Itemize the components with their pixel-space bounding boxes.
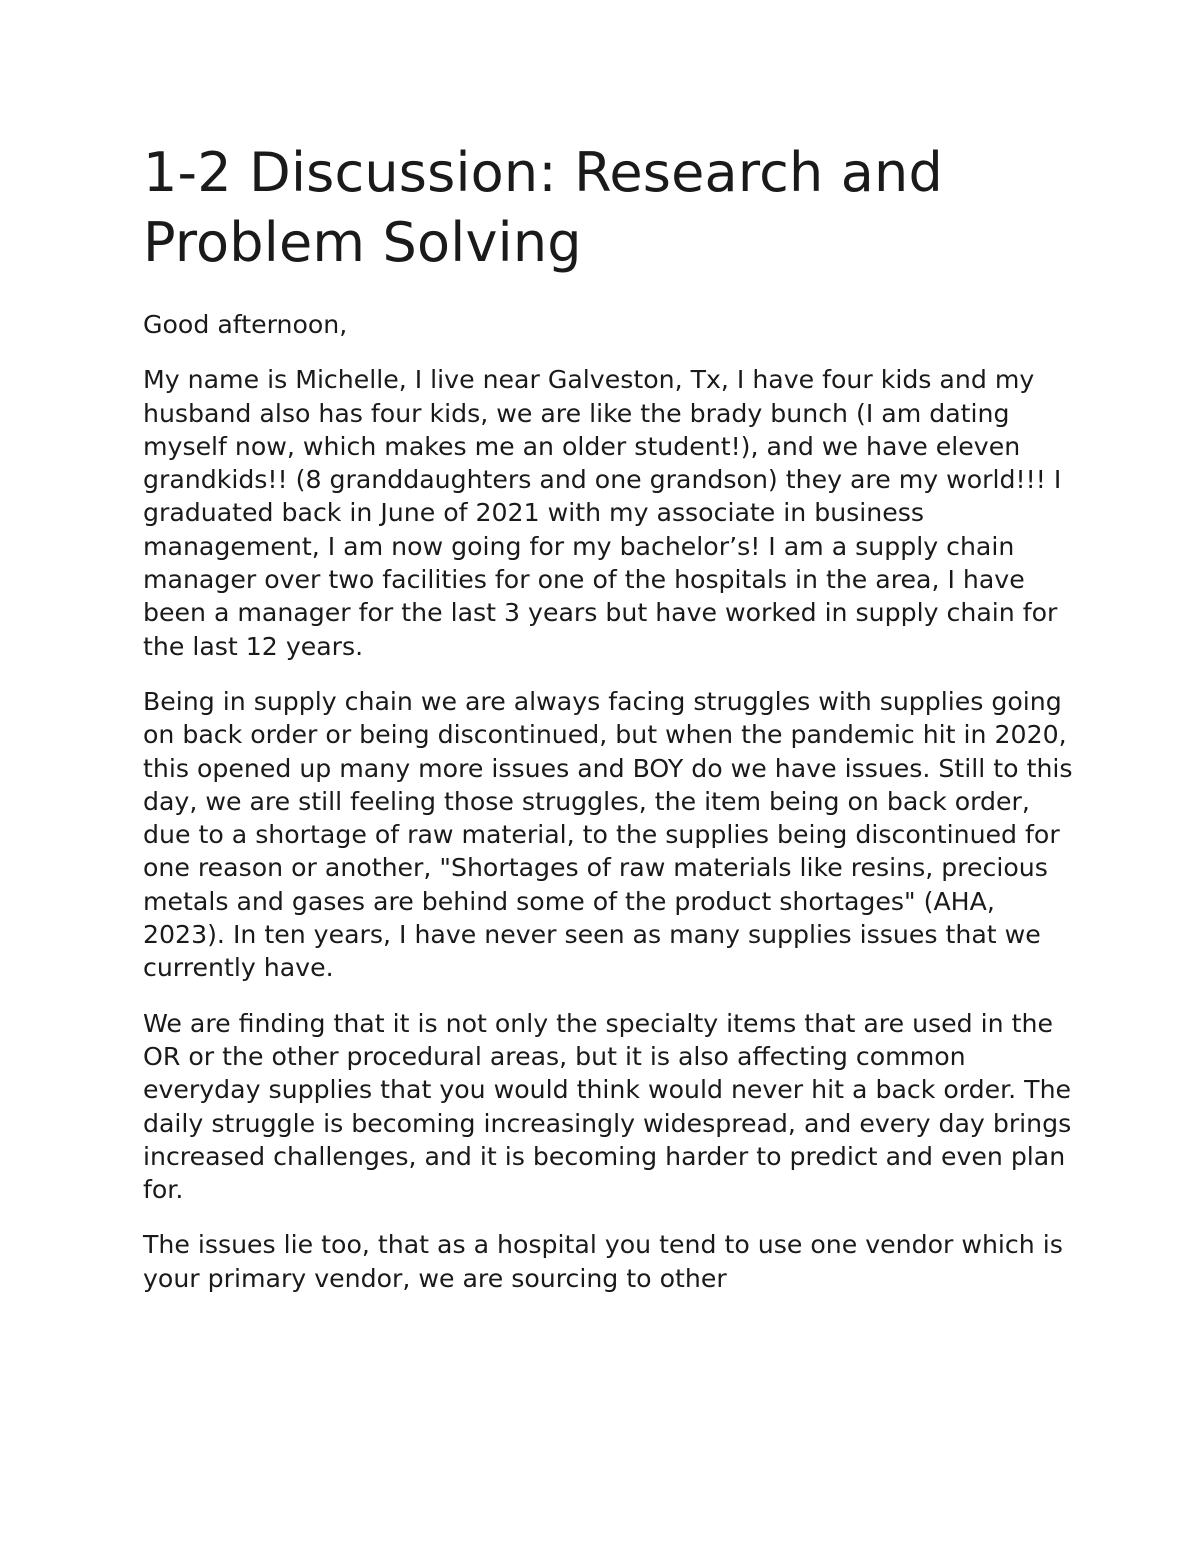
paragraph-supply-chain-struggles: Being in supply chain we are always facing struggles with supplies going on back order or being discontinued, but when the pandemic hit in 2020, this opened up many more issues and BOY do we have issues. Still to this day, we are still feeling those struggles, the item being on back order, due to a shortage of raw material, to the supplies being discontinued for one reason or another, "Shortages of raw materials like resins, precious metals and gases are behind some of the product shortages" (AHA, 2023). In ten years, I have never seen as many supplies issues that we currently have. — [143, 686, 1073, 983]
paragraph-introduction: My name is Michelle, I live near Galveston, Tx, I have four kids and my husband also has four kids, we are like the brady bunch (I am dating myself now, which makes me an older student!), and we have eleven grandkids!! (8 granddaughters and one grandson) they are my world!!! I graduated back in June of 2021 with my associate in business management, I am now going for my bachelor’s! I am a supply chain manager over two facilities for one of the hospitals in the area, I have been a manager for the last 3 years but have worked in supply chain for the last 12 years. — [143, 365, 1062, 661]
paragraph-everyday-supplies: We are finding that it is not only the specialty items that are used in the OR or the other procedural areas, but it is also affecting common everyday supplies that you would think would never hit a back order. The daily struggle is becoming increasingly widespread, and every day brings increased challenges, and it is becoming harder to predict and even plan for. — [143, 1008, 1072, 1205]
document-body — [143, 138, 1073, 1317]
document-title: 1-2 Discussion: Research and Problem Solving — [143, 141, 943, 274]
paragraph-vendor-issues: The issues lie too, that as a hospital you tend to use one vendor which is your primary vendor, we are sourcing to other — [143, 1230, 1063, 1293]
greeting-paragraph: Good afternoon, — [143, 310, 348, 339]
